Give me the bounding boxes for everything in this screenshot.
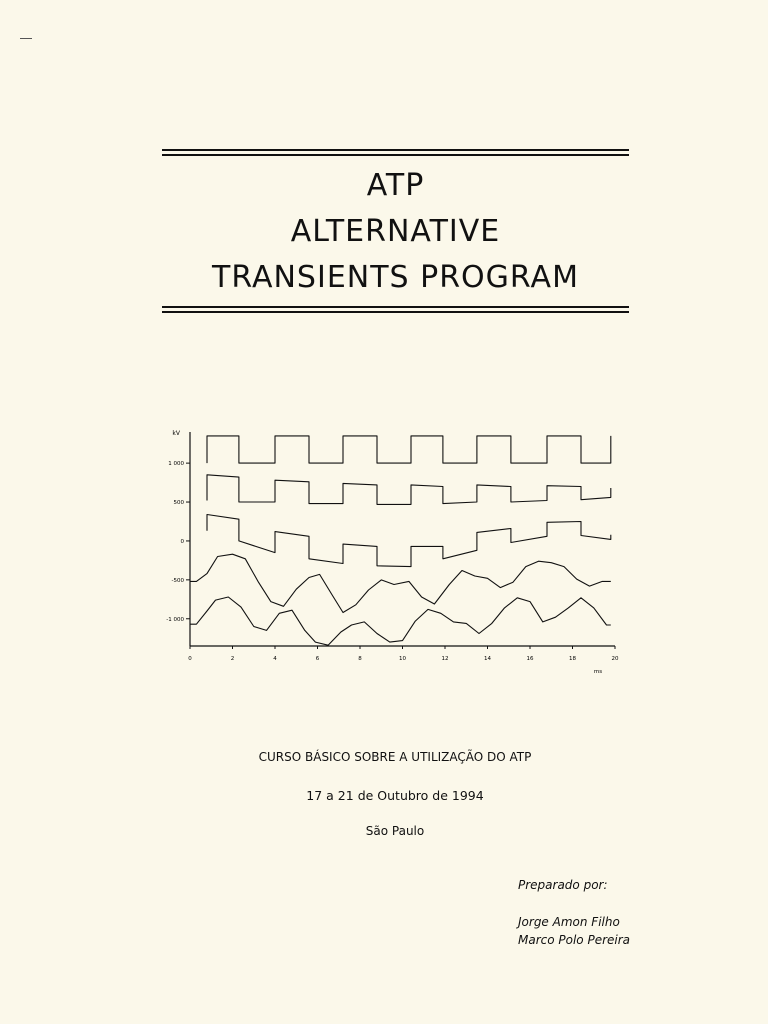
- x-tick-label: 0: [188, 656, 192, 662]
- y-tick-label: 0: [180, 538, 184, 545]
- x-tick-label: 12: [441, 656, 449, 662]
- waveform-trace-5: [190, 597, 611, 645]
- scan-mark: [20, 38, 32, 39]
- waveform-trace-2: [207, 475, 611, 505]
- x-tick-label: 10: [399, 656, 406, 662]
- x-tick-label: 18: [569, 656, 576, 662]
- course-dates: 17 a 21 de Outubro de 1994: [306, 788, 484, 803]
- x-tick-label: 4: [273, 656, 277, 662]
- x-axis-label: ms: [593, 669, 603, 675]
- waveform-chart: [160, 420, 630, 690]
- waveform-chart-svg: [160, 420, 630, 690]
- x-tick-label: 8: [358, 656, 362, 662]
- x-tick-label: 16: [526, 656, 534, 662]
- title-line-2: ALTERNATIVE: [290, 214, 501, 249]
- title-line-1: ATP: [366, 168, 425, 203]
- y-tick-label: -1 000: [166, 616, 184, 623]
- y-tick-label: 1 000: [168, 461, 184, 468]
- course-title: CURSO BÁSICO SOBRE A UTILIZAÇÃO DO ATP: [258, 750, 532, 764]
- waveform-trace-1: [207, 436, 611, 463]
- top-double-rule: [162, 149, 629, 156]
- x-tick-label: 20: [611, 656, 619, 662]
- title-block: [162, 163, 629, 301]
- title-line-3: TRANSIENTS PROGRAM: [212, 260, 579, 295]
- course-location: São Paulo: [365, 824, 425, 838]
- y-axis-label: kV: [172, 430, 180, 437]
- y-tick-label: -500: [171, 577, 184, 584]
- author-1: Jorge Amon Filho: [518, 915, 620, 929]
- x-tick-label: 6: [315, 656, 320, 662]
- x-tick-label: 2: [230, 656, 235, 662]
- author-2: Marco Polo Pereira: [518, 933, 631, 947]
- prepared-by-label: Preparado por:: [518, 878, 608, 892]
- waveform-trace-3: [207, 515, 611, 567]
- y-tick-label: 500: [173, 500, 184, 507]
- bottom-double-rule: [162, 306, 629, 313]
- x-tick-label: 14: [484, 656, 491, 662]
- waveform-trace-4: [190, 554, 611, 612]
